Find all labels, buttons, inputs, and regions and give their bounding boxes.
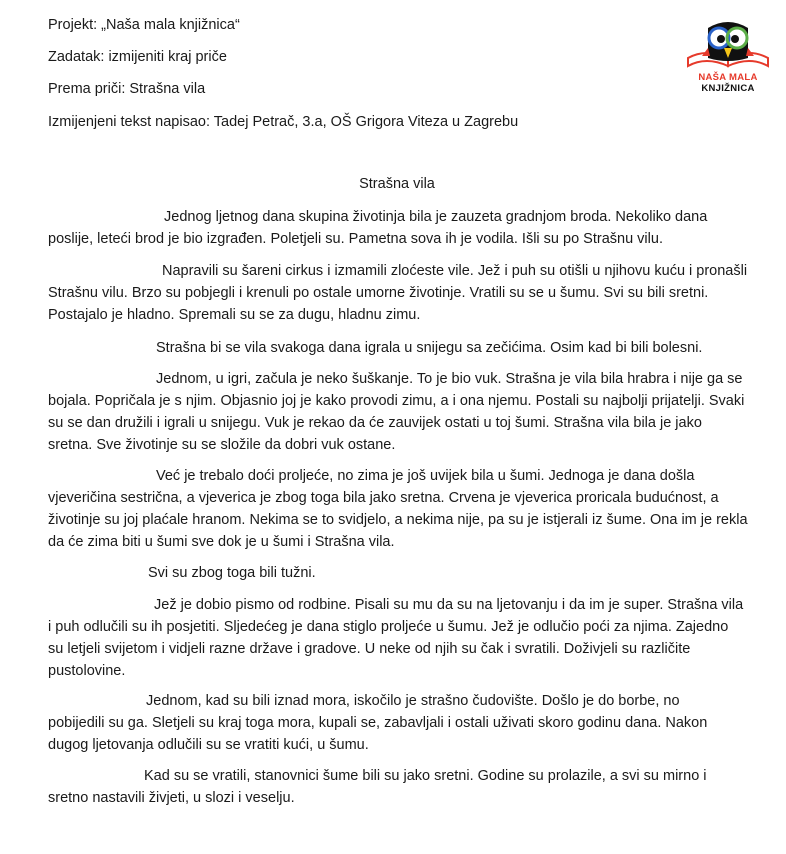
- author-line: Izmijenjeni tekst napisao: Tadej Petrač, 3.a, OŠ Grigora Viteza u Zagrebu: [48, 114, 519, 130]
- paragraph-line: su letjeli svijetom i vidjeli razne države i gradove. U neke od njih su čak i svratili. Doživjeli su različite: [48, 641, 691, 657]
- story-title: Strašna vila: [359, 176, 435, 192]
- paragraph-line: vjeveričina sestrična, a vjeverica je zbog toga bila jako sretna. Crvena je vjeverica proricala budućnost, a: [48, 490, 719, 506]
- paragraph-line: Strašnu vilu. Brzo su pobjegli i krenuli po ostale umorne životinje. Vratili su se u šumu. Svi su bili sretni.: [48, 285, 709, 301]
- logo-line-2: KNJIŽNICA: [701, 83, 755, 94]
- source-line: Prema priči: Strašna vila: [48, 81, 206, 97]
- paragraph-line: i puh odlučili su ih posjetiti. Sljedećeg je dana stiglo proljeće u šumu. Jež je odlučio poći za njima. Zajedno: [48, 619, 729, 635]
- story-paragraph: [48, 368, 748, 456]
- story-paragraph: [48, 465, 748, 553]
- story-paragraph: [48, 765, 748, 809]
- paragraph-line: Napravili su šareni cirkus i izmamili zloćeste vile. Jež i puh su otišli u njihovu kuću i pronašli: [162, 263, 748, 279]
- logo-word-nasa: NAŠA: [698, 72, 727, 83]
- story-paragraph: [48, 562, 748, 584]
- paragraph-line: poslije, leteći brod je bio izgrađen. Poletjeli su. Pametna sova ih je vodila. Išli su po Strašnu vilu.: [48, 231, 663, 247]
- story-paragraph: [48, 206, 748, 250]
- paragraph-line: da će zima biti u šumi sve dok je u šumi i Strašna vila.: [48, 534, 395, 550]
- project-line: Projekt: „Naša mala knjižnica“: [48, 17, 240, 33]
- paragraph-line: Jednom, kad su bili iznad mora, iskočilo je strašno čudovište. Došlo je do borbe, no: [146, 693, 680, 709]
- story-paragraph: [48, 337, 748, 359]
- story-paragraph: [48, 260, 748, 326]
- paragraph-line: Svi su zbog toga bili tužni.: [148, 565, 316, 581]
- paragraph-line: Kad su se vratili, stanovnici šume bili su jako sretni. Godine su prolazile, a svi su mirno i: [144, 768, 707, 784]
- paragraph-line: bojala. Popričala je s njim. Objasnio joj je kako provodi zimu, a i ona njemu. Postali su najbolji prijatelji. Svaki: [48, 393, 745, 409]
- paragraph-line: Strašna bi se vila svakoga dana igrala u snijegu sa zečićima. Osim kad bi bili bolesni.: [156, 340, 703, 356]
- nasa-mala-knjiznica-logo: [686, 18, 770, 100]
- paragraph-line: su se dan družili i igrali u snijegu. Vuk je rekao da će zauvijek ostati u toj šumi. Strašna vila bila je jako: [48, 415, 702, 431]
- story-paragraph: [48, 594, 748, 682]
- paragraph-line: sretno nastavili živjeti, u slozi i veselju.: [48, 790, 295, 806]
- paragraph-line: Već je trebalo doći proljeće, no zima je još uvijek bila u šumi. Jednoga je dana došla: [156, 468, 695, 484]
- paragraph-line: pobijedili su ga. Sletjeli su kraj toga mora, kupali se, zabavljali i ostali uživati skoro godinu dana. Nakon: [48, 715, 708, 731]
- paragraph-line: Postajalo je hladno. Spremali su se za dugu, hladnu zimu.: [48, 307, 421, 323]
- logo-word-mala: MALA: [729, 72, 758, 83]
- paragraph-line: Jež je dobio pismo od rodbine. Pisali su mu da su na ljetovanju i da im je super. Strašna vila: [154, 597, 744, 613]
- paragraph-line: Jednom, u igri, začula je neko šuškanje. To je bio vuk. Strašna je vila bila hrabra i nije ga se: [156, 371, 743, 387]
- paragraph-line: životinje su joj plaćale hranom. Nekima se to svidjelo, a nekima nije, pa su je istjerali iz šume. Ona im je rekla: [48, 512, 748, 528]
- paragraph-line: sretna. Sve životinje su se složile da dobri vuk ostane.: [48, 437, 396, 453]
- paragraph-line: Jednog ljetnog dana skupina životinja bila je zauzeta gradnjom broda. Nekoliko dana: [164, 209, 708, 225]
- paragraph-line: pustolovine.: [48, 663, 126, 679]
- story-paragraph: [48, 690, 748, 756]
- logo-line-1: [686, 72, 770, 83]
- owl-book-icon: [686, 18, 770, 70]
- task-line: Zadatak: izmijeniti kraj priče: [48, 49, 227, 65]
- paragraph-line: dugog ljetovanja odlučili su se vratiti kući, u šumu.: [48, 737, 369, 753]
